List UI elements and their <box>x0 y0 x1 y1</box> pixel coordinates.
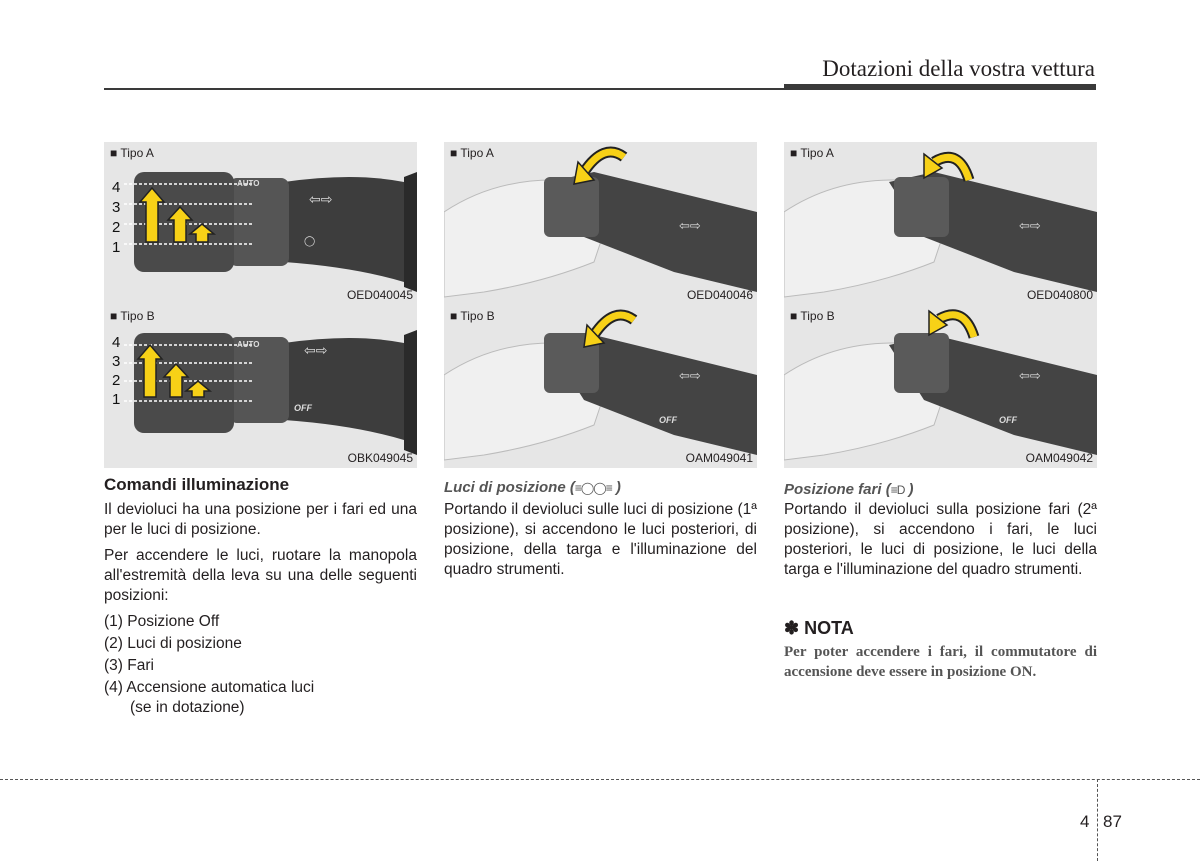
figure-label: ■ Tipo B <box>450 309 495 323</box>
col1-paragraph: Per accendere le luci, ruotare la manopola all'estremità della leva su una delle seguenti posizioni: <box>104 547 417 604</box>
svg-text:⇦⇨: ⇦⇨ <box>304 342 328 358</box>
list-item: (se in dotazione) <box>130 699 245 716</box>
nota-text: Per poter accendere i fari, il commutatore di accensione deve essere in posizione ON. <box>784 644 1097 680</box>
col3-body: Portando il devioluci sulla posizione fari (2ª posizione), si accendono i fari, le luci posteriori, le luci di posizione, le luci della targa e l'illuminazione del quadro strumenti. <box>784 501 1097 578</box>
section-title-comandi: Comandi illuminazione <box>104 475 290 494</box>
nota-heading: ✽ NOTA <box>784 618 854 638</box>
figure-label: ■ Tipo A <box>790 146 834 160</box>
col1-paragraph: Il devioluci ha una posizione per i fari ed una per le luci di posizione. <box>104 501 417 538</box>
col2-body: Portando il devioluci sulle luci di posizione (1ª posizione), si accendono le luci posteriori, di posizione, della targa e l'illuminazione del quadro strumenti. <box>444 501 757 578</box>
hand-diagram <box>444 305 757 468</box>
position-numbers: 4 3 2 1 <box>112 179 121 256</box>
svg-text:⇦⇨: ⇦⇨ <box>679 368 701 383</box>
list-item: (1) Posizione Off <box>104 613 220 630</box>
figure-hand-tipo-a <box>444 142 757 305</box>
figure-hand-tipo-b <box>444 305 757 468</box>
stalk-diagram <box>104 305 417 468</box>
figure-label: ■ Tipo B <box>110 309 155 323</box>
col1-body <box>104 500 417 718</box>
list-item: (2) Luci di posizione <box>104 635 242 652</box>
list-item: (3) Fari <box>104 657 154 674</box>
list-item: (4) Accensione automatica luci <box>104 679 315 696</box>
off-label: OFF <box>659 415 677 425</box>
headlight-icon: ≡D <box>890 483 905 497</box>
figure-code: OAM049042 <box>1025 451 1093 465</box>
side-light-icon: ≡◯◯≡ <box>574 481 612 495</box>
figure-code: OED040045 <box>346 288 413 302</box>
figure-code: OED040046 <box>686 288 753 302</box>
figure-code: OAM049041 <box>685 451 753 465</box>
page-header-title: Dotazioni della vostra vettura <box>822 56 1095 81</box>
auto-label: AUTO <box>237 179 260 188</box>
figure-hand-tipo-b-fari <box>784 305 1097 468</box>
svg-text:⇦⇨: ⇦⇨ <box>1019 368 1041 383</box>
hand-diagram <box>444 142 757 305</box>
position-numbers: 4 3 2 1 <box>112 334 121 408</box>
section-title-luci-posizione: Luci di posizione (≡◯◯≡ ) <box>444 479 621 496</box>
off-label: OFF <box>999 415 1017 425</box>
figure-label: ■ Tipo A <box>450 146 494 160</box>
off-label: OFF <box>294 403 312 413</box>
yellow-arrow-icon <box>584 152 624 172</box>
hand-diagram <box>784 142 1097 305</box>
chapter-number: 4 <box>1080 812 1090 831</box>
figure-code: OED040800 <box>1026 288 1093 302</box>
svg-text:⇦⇨: ⇦⇨ <box>679 218 701 233</box>
page-number: 87 <box>1103 812 1122 831</box>
stalk-diagram <box>104 142 417 305</box>
header-rule <box>104 88 784 90</box>
footer-dashed-divider <box>1097 779 1098 861</box>
header-rule-thick <box>784 84 1096 90</box>
svg-text:⇦⇨: ⇦⇨ <box>1019 218 1041 233</box>
section-title-posizione-fari: Posizione fari (≡D ) <box>784 481 914 498</box>
svg-text:⇦⇨: ⇦⇨ <box>309 191 333 207</box>
figure-hand-tipo-a-fari <box>784 142 1097 305</box>
svg-text:◯: ◯ <box>304 236 316 247</box>
figure-code: OBK049045 <box>347 451 413 465</box>
figure-stalk-tipo-b <box>104 305 417 468</box>
figure-stalk-tipo-a <box>104 142 417 305</box>
figure-label: ■ Tipo A <box>110 146 154 160</box>
auto-label: AUTO <box>237 340 260 349</box>
footer-dashed-rule <box>0 779 1200 780</box>
yellow-arrow-icon <box>594 315 634 335</box>
hand-diagram <box>784 305 1097 468</box>
figure-label: ■ Tipo B <box>790 309 835 323</box>
